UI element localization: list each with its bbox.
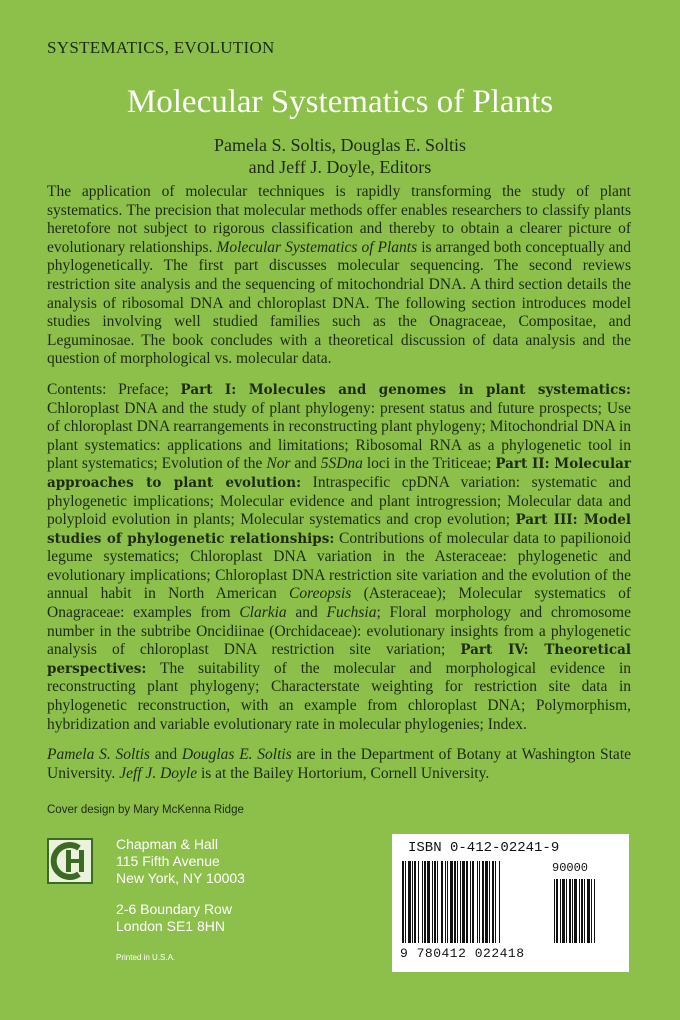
publisher-block — [116, 836, 245, 935]
editors-line-2: and Jeff J. Doyle, Editors — [248, 157, 432, 177]
part-2-heading: Part II: Molecular approaches to plant evolution: — [47, 456, 631, 491]
cover-credit: Cover design by Mary McKenna Ridge — [47, 804, 244, 816]
publisher-city-1: New York, NY 10003 — [116, 870, 245, 886]
publisher-address-2: 2-6 Boundary Row — [116, 901, 232, 917]
editors — [0, 134, 680, 178]
chapman-hall-logo-icon — [47, 838, 93, 884]
contents-paragraph: Contents: Preface; Part I: Molecules and genomes in plant systematics: Chloroplast DNA and the study of plant phylogeny: present status and future prospects; Use of chloroplast DNA rearrangements in reconstructing plant phylogeny; Mitochondrial DNA in plant systematics: applications and limitations; Ribosomal RNA as a phylogenetic tool in plant systematics; Evolution of the Nor and 5SDna loci in the Triticeae; Part II: Molecular approaches to plant evolution: Intraspecific cpDNA variation: systematic and phylogenetic implications; Molecular evidence and plant introgression; Molecular data and polyploid evolution in plants; Molecular systematics and crop evolution; Part III: Model studies of phylogenetic relationships: Contributions of molecular data to papilionoid legume systematics; Chloroplast DNA variation in the Asteraceae: phylogenetic and evolutionary implications; Chloroplast DNA restriction site variation and the evolution of the annual habit in North American Coreopsis (Asteraceae); Molecular systematics of Onagraceae: examples from Clarkia and Fuchsia; Floral morphology and chromosome number in the subtribe Oncidiinae (Orchidaceae): evolutionary insights from a phylogenetic analysis of chloroplast DNA restriction site variation; Part IV: Theoretical perspectives: The suitability of the molecular and morphological evidence in reconstructing plant phylogeny; Characterstate weighting for restriction site data in phylogenetic reconstruction, with an example from chloroplast DNA; Polymorphism, hybridization and variable evolutionary rate in molecular phylogenies; Index. — [47, 380, 631, 733]
part-4-heading: Part IV: Theoretical perspectives: — [47, 642, 631, 677]
isbn-number: ISBN 0-412-02241-9 — [408, 840, 560, 856]
series-label: SYSTEMATICS, EVOLUTION — [47, 38, 275, 57]
back-cover-text — [47, 183, 631, 795]
printed-in: Printed in U.S.A. — [116, 953, 176, 962]
publisher-address-1: 115 Fifth Avenue — [116, 853, 220, 869]
price-addon-number: 90000 — [552, 861, 589, 875]
description-paragraph: The application of molecular techniques is rapidly transforming the study of plant systematics. The precision that molecular methods offer enables researchers to classify plants heretofore not subject to rigorous classification and thereby to obtain a clearer picture of evolutionary relationships. Molecular Systematics of Plants is arranged both conceptually and phylogenetically. The first part discusses molecular sequencing. The second reviews restriction site analysis and the sequencing of mitochondrial DNA. A third section details the analysis of ribosomal DNA and chloroplast DNA. The following section introduces model studies involving well studied families such as the Onagraceae, Compositae, and Leguminosae. The book concludes with a theoretical discussion of data analysis and the question of morphological vs. molecular data. — [47, 183, 631, 368]
publisher-name: Chapman & Hall — [116, 836, 218, 852]
ean-number: 9 780412 022418 — [400, 946, 525, 961]
editors-line-1: Pamela S. Soltis, Douglas E. Soltis — [213, 135, 467, 155]
part-1-heading: Part I: Molecules and genomes in plant systematics: — [180, 381, 631, 398]
book-title: Molecular Systematics of Plants — [126, 84, 554, 120]
about-editors-paragraph: Pamela S. Soltis and Douglas E. Soltis are in the Department of Botany at Washington State University. Jeff J. Doyle is at the Bailey Hortorium, Cornell University. — [47, 746, 631, 782]
publisher-city-2: London SE1 8HN — [116, 918, 225, 934]
barcode-panel — [392, 834, 629, 972]
part-3-heading: Part III: Model studies of phylogenetic relationships: — [47, 512, 631, 547]
